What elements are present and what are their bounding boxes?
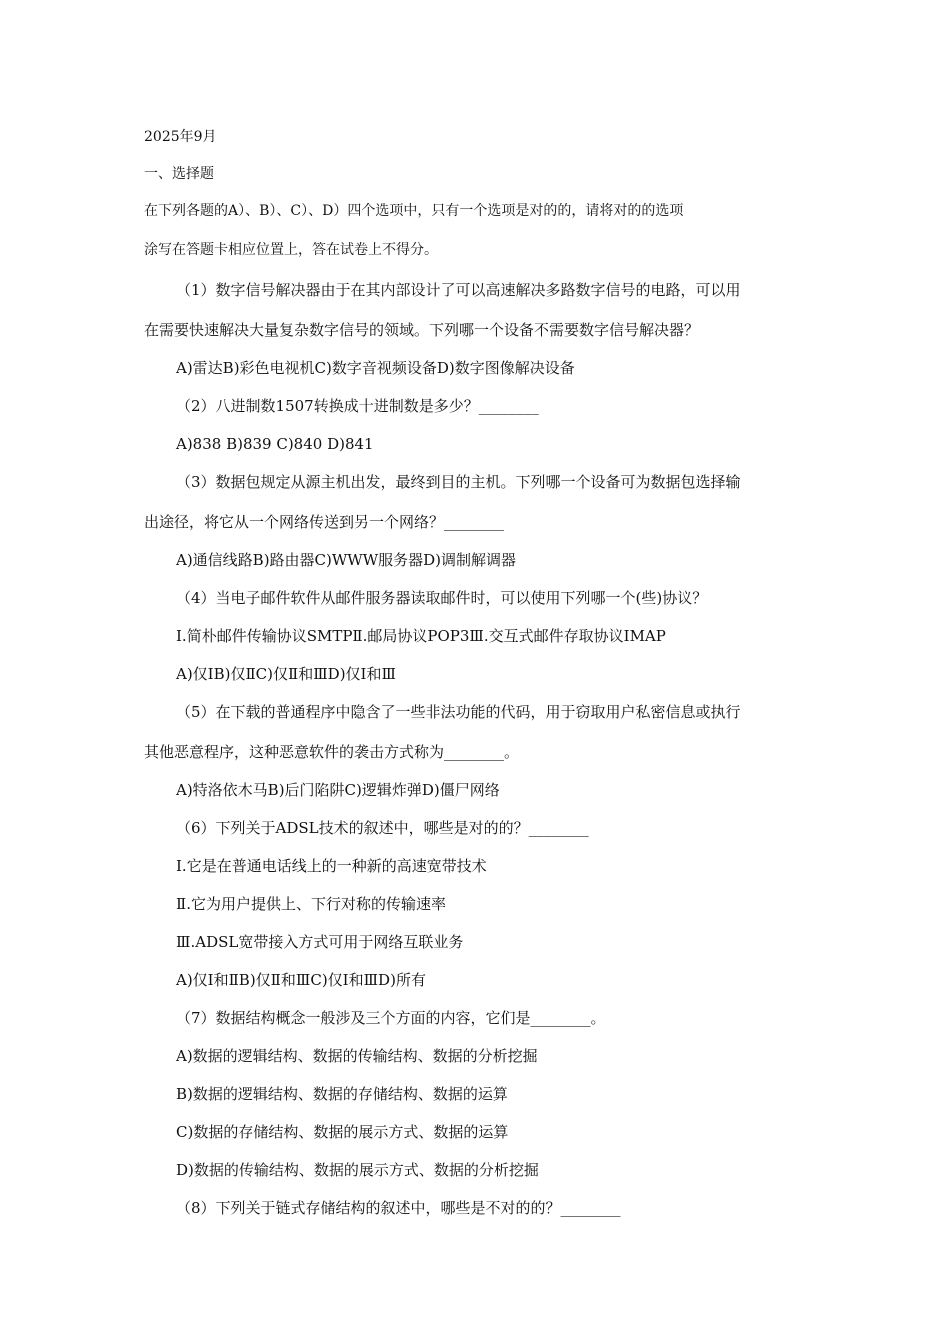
question-5-line-2: 其他恶意程序，这种恶意软件的袭击方式称为________。 — [144, 743, 520, 761]
instructions-line-1: 在下列各题的A）、B）、C）、D）四个选项中，只有一个选项是对的的，请将对的的选项 — [144, 203, 684, 219]
question-1-options: A)雷达B)彩色电视机C)数字音视频设备D)数字图像解决设备 — [176, 359, 575, 377]
question-7-option-d: D)数据的传输结构、数据的展示方式、数据的分析挖掘 — [176, 1161, 539, 1179]
question-3-line-2: 出途径，将它从一个网络传送到另一个网络？________ — [144, 513, 505, 531]
question-7-option-b: B)数据的逻辑结构、数据的存储结构、数据的运算 — [176, 1085, 508, 1103]
question-2-options: A)838 B)839 C)840 D)841 — [176, 435, 374, 453]
question-6-item-1: Ⅰ.它是在普通电话线上的一种新的高速宽带技术 — [176, 857, 487, 875]
question-4-items: Ⅰ.简朴邮件传输协议SMTPⅡ.邮局协议POP3Ⅲ.交互式邮件存取协议IMAP — [176, 627, 666, 645]
question-7: （7）数据结构概念一般涉及三个方面的内容，它们是________。 — [176, 1009, 606, 1027]
question-1-line-1: （1）数字信号解决器由于在其内部设计了可以高速解决多路数字信号的电路，可以用 — [176, 281, 741, 299]
question-7-option-c: C)数据的存储结构、数据的展示方式、数据的运算 — [176, 1123, 509, 1141]
question-6-options: A)仅Ⅰ和ⅡB)仅Ⅱ和ⅢC)仅Ⅰ和ⅢD)所有 — [176, 971, 426, 989]
instructions-line-2: 涂写在答题卡相应位置上，答在试卷上不得分。 — [144, 242, 438, 258]
question-4-options: A)仅ⅠB)仅ⅡC)仅Ⅱ和ⅢD)仅Ⅰ和Ⅲ — [176, 665, 396, 683]
question-4: （4）当电子邮件软件从邮件服务器读取邮件时，可以使用下列哪一个(些)协议？ — [176, 589, 708, 607]
document-date: 2025年9月 — [144, 129, 217, 145]
question-6: （6）下列关于ADSL技术的叙述中，哪些是对的的？________ — [176, 819, 589, 837]
question-3-line-1: （3）数据包规定从源主机出发，最终到目的主机。下列哪一个设备可为数据包选择输 — [176, 473, 741, 491]
question-3-options: A)通信线路B)路由器C)WWW服务器D)调制解调器 — [176, 551, 517, 569]
question-6-item-2: Ⅱ.它为用户提供上、下行对称的传输速率 — [176, 895, 446, 913]
question-5-line-1: （5）在下载的普通程序中隐含了一些非法功能的代码，用于窃取用户私密信息或执行 — [176, 703, 741, 721]
question-7-option-a: A)数据的逻辑结构、数据的传输结构、数据的分析挖掘 — [176, 1047, 538, 1065]
section-title: 一、选择题 — [144, 166, 214, 182]
question-6-item-3: Ⅲ.ADSL宽带接入方式可用于网络互联业务 — [176, 933, 464, 951]
question-8: （8）下列关于链式存储结构的叙述中，哪些是不对的的？________ — [176, 1199, 621, 1217]
question-5-options: A)特洛依木马B)后门陷阱C)逻辑炸弹D)僵尸网络 — [176, 781, 500, 799]
question-1-line-2: 在需要快速解决大量复杂数字信号的领域。下列哪一个设备不需要数字信号解决器？ — [144, 321, 700, 339]
question-2: （2）八进制数1507转换成十进制数是多少？________ — [176, 397, 539, 415]
